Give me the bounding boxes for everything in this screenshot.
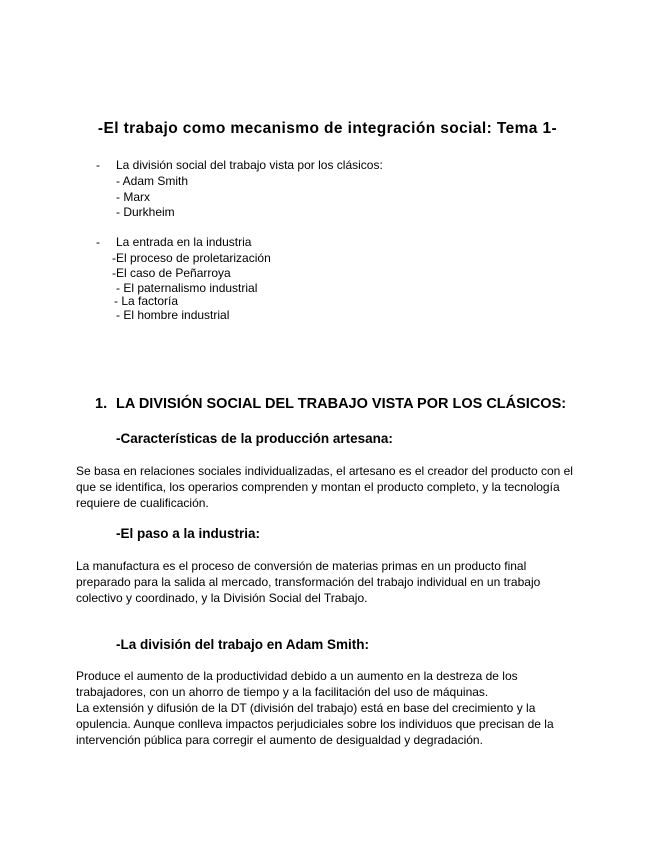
paragraph: La extensión y difusión de la DT (división del trabajo) está en base del crecimiento y la opulencia. Aunque conlleva impactos perjudiciales sobre los individuos que precisan de la intervención pública para corregir el aumento de desigualdad y degradación. [76,701,554,747]
section-heading [95,396,566,412]
outline-item: -El proceso de proletarización [112,251,271,265]
section-title: LA DIVISIÓN SOCIAL DEL TRABAJO VISTA POR LOS CLÁSICOS: [116,396,567,412]
topic-outline [0,0,655,340]
subsection-heading: -Características de la producción artesana: [116,431,393,446]
outline-heading: La división social del trabajo vista por los clásicos: [116,158,383,172]
subsection-heading: -El paso a la industria: [116,526,261,541]
paragraph: Se basa en relaciones sociales individualizadas, el artesano es el creador del producto con el que se identifica, los operarios comprenden y montan el producto completo, y la tecnología requiere de cualificación. [76,464,573,510]
outline-item: - El hombre industrial [116,308,230,322]
outline-item: - Durkheim [116,205,175,219]
outline-item: - Marx [116,190,150,204]
outline-item: - El paternalismo industrial [116,281,258,295]
subsection-body [76,668,566,748]
outline-heading: La entrada en la industria [116,235,252,249]
paragraph: La manufactura es el proceso de conversión de materias primas en un producto final preparado para la salida al mercado, transformación del trabajo individual en un trabajo colectivo y coordinado, y la División Social del Trabajo. [76,559,541,605]
outline-bullet: - [96,235,100,249]
section-number: 1. [95,396,108,412]
subsection-body [76,558,576,606]
outline-item: - La factoría [114,294,179,308]
subsection-heading: -La división del trabajo en Adam Smith: [116,637,370,652]
outline-item: - Adam Smith [116,174,189,188]
outline-bullet: - [96,158,100,172]
paragraph: Produce el aumento de la productividad debido a un aumento en la destreza de los trabajadores, con un ahorro de tiempo y a la facilitación del uso de máquinas. [76,669,518,699]
document-title: -El trabajo como mecanismo de integración social: Tema 1- [97,120,558,137]
subsection-body [76,463,576,511]
outline-item: -El caso de Peñarroya [112,266,231,280]
